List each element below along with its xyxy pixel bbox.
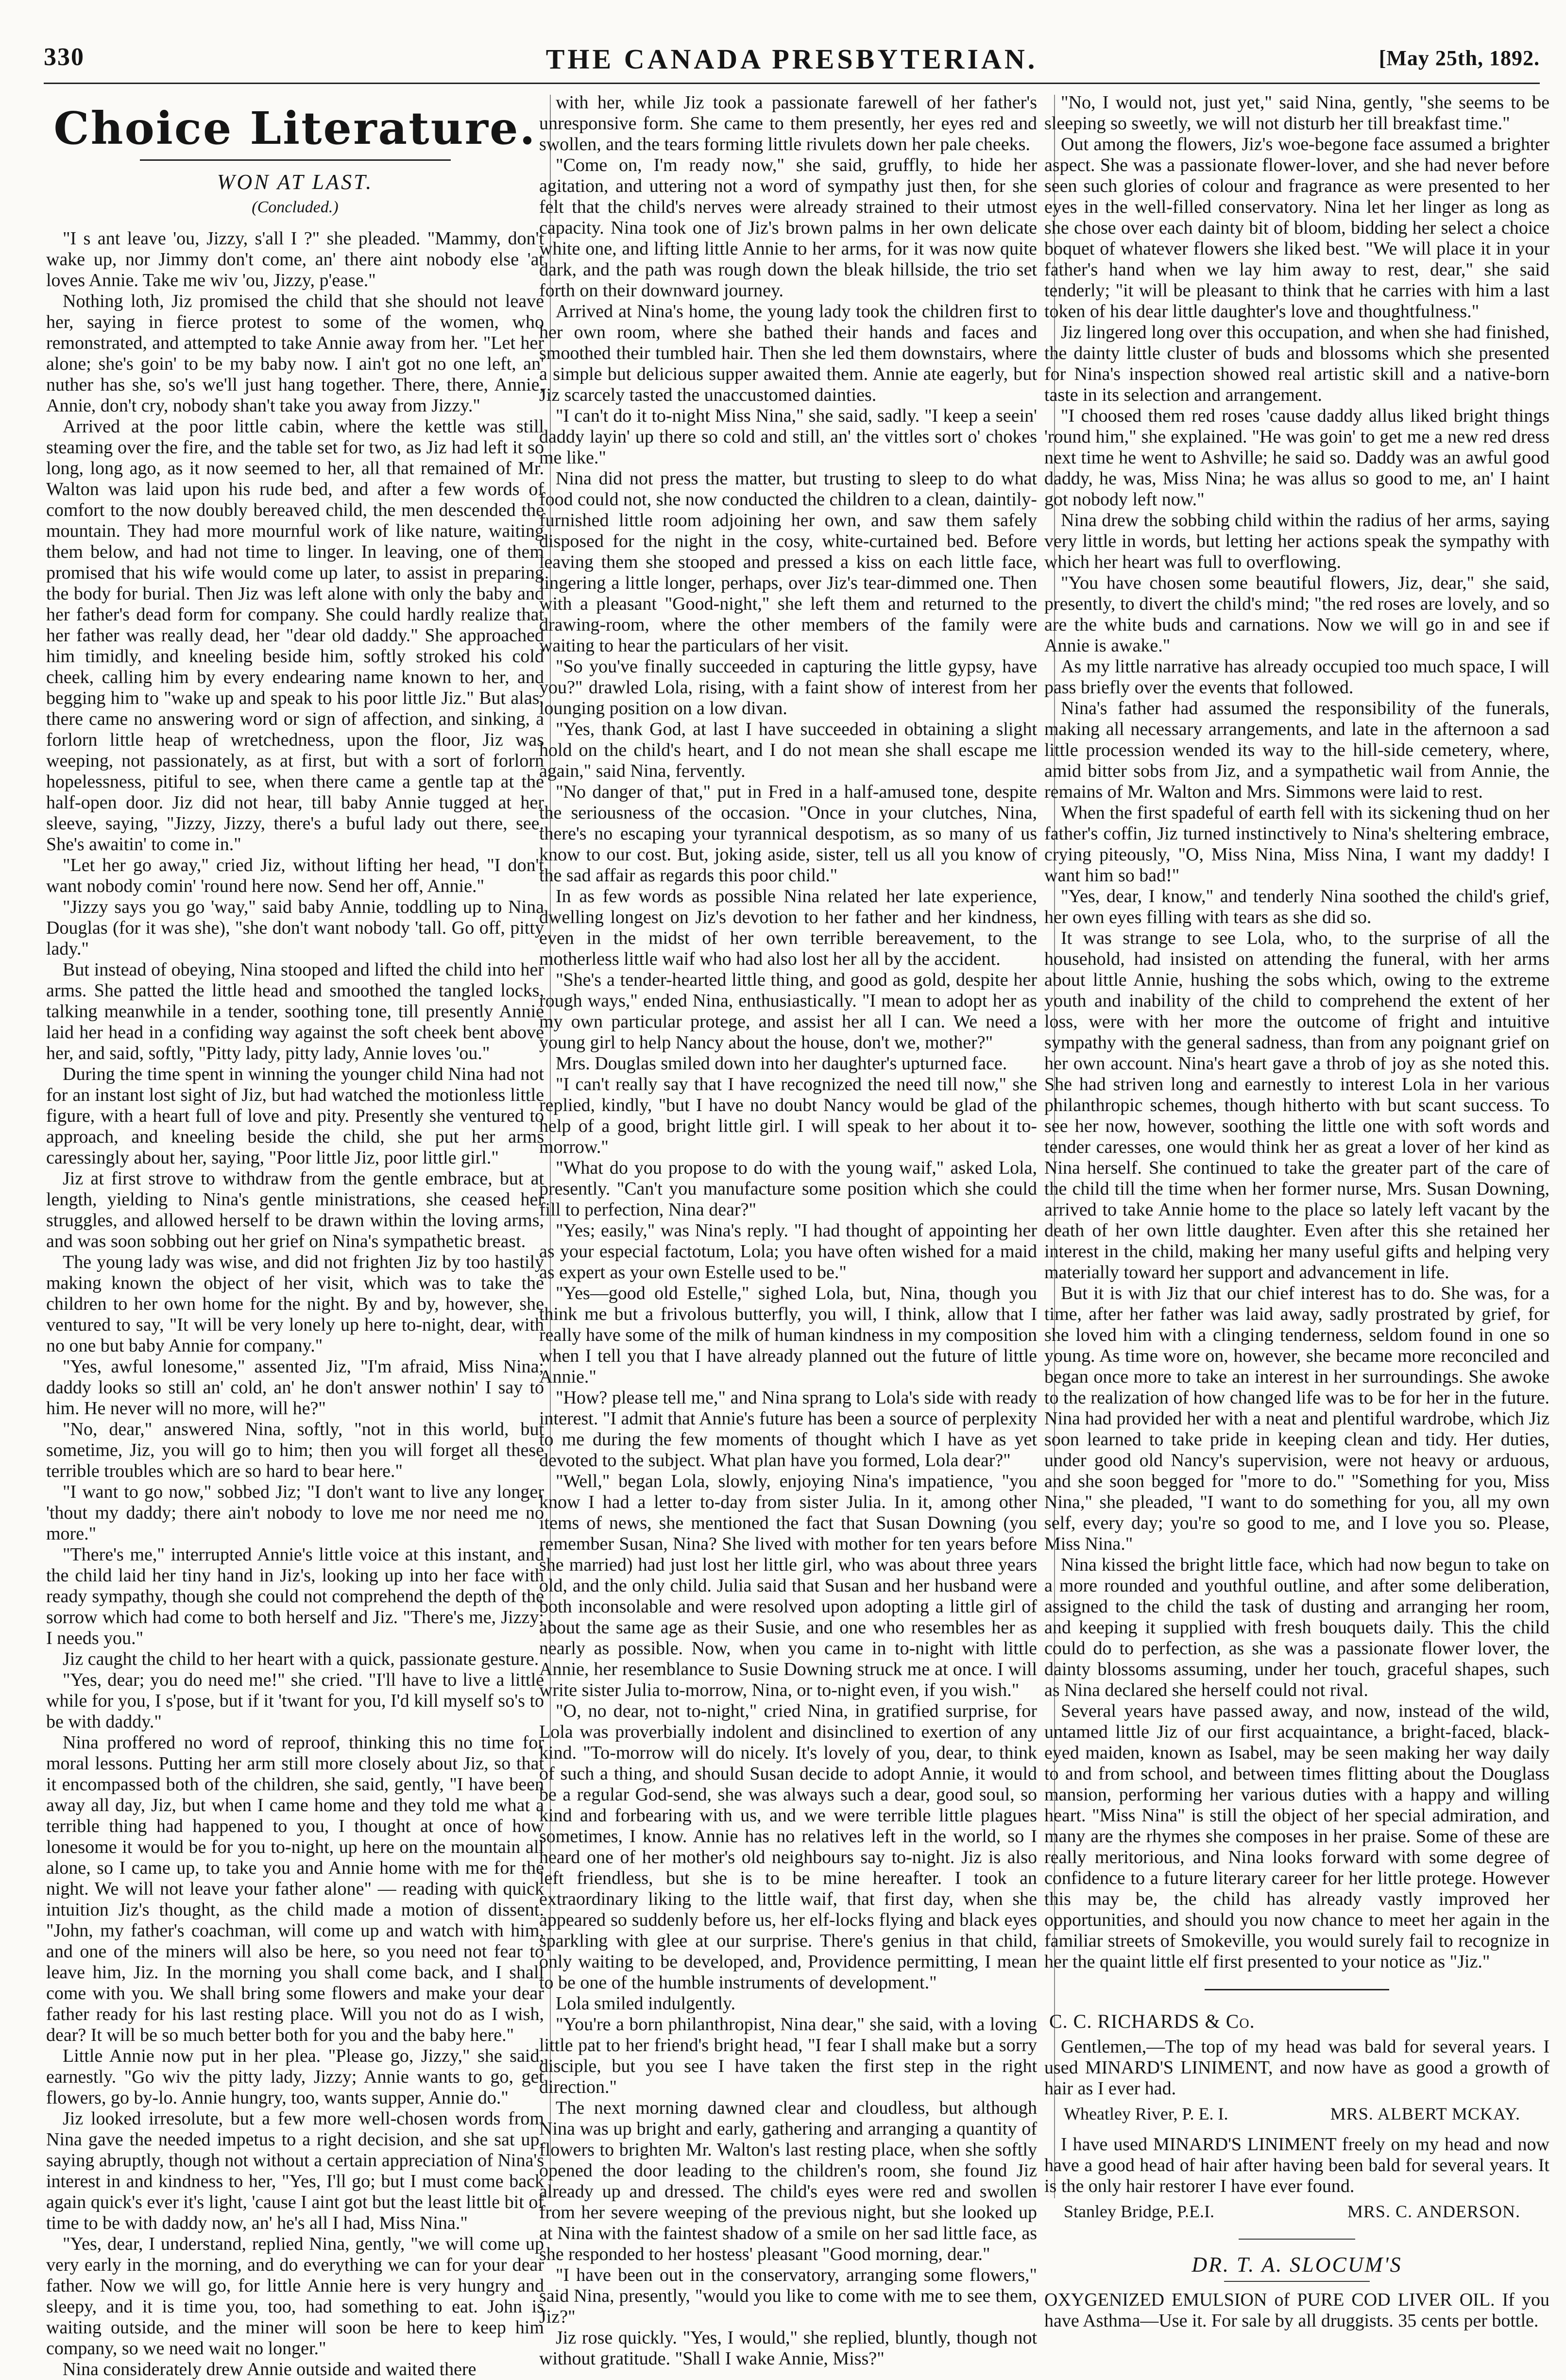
masthead-rule — [44, 83, 1540, 84]
story-paragraph: "I can't do it to-night Miss Nina," she said, sadly. "I keep a seein' daddy layin' up there so cold and still, an' the vittles sort o' chokes me like." — [539, 406, 1037, 468]
story-paragraph: As my little narrative has already occupied too much space, I will pass briefly over the events that followed. — [1044, 656, 1549, 698]
story-paragraph: Nina did not press the matter, but trusting to sleep to do what food could not, she now conducted the children to a clean, daintily-furnished little room adjoining her own, and saw them safely disposed for the night in the cosy, white-curtained bed. Before leaving them she stooped and pressed a kiss on each little face, lingering a little longer, perhaps, over Jiz's tear-dimmed one. Then with a pleasant "Good-night," she left them and returned to the drawing-room, where the other members of the family were waiting to hear the particulars of her visit. — [539, 468, 1037, 656]
story-paragraph: "Yes; easily," was Nina's reply. "I had thought of appointing her as your especial factotum, Lola; you have often wished for a maid as expert as your own Estelle used to be." — [539, 1220, 1037, 1283]
story-paragraph: Jiz lingered long over this occupation, and when she had finished, the dainty little cluster of buds and blossoms which she presented for Nina's inspection showed real artistic skill and a native-born taste in its selection and arrangement. — [1044, 322, 1549, 405]
story-paragraph: Jiz caught the child to her heart with a quick, passionate gesture. — [63, 1649, 539, 1669]
story-title: WON AT LAST. — [217, 170, 374, 194]
ad-firm-name: C. C. RICHARDS & Co. — [1049, 2010, 1255, 2032]
signature-name: MRS. ALBERT MCKAY. — [1330, 2104, 1520, 2123]
story-continued-note: (Concluded.) — [252, 198, 339, 216]
story-paragraph: Nina drew the sobbing child within the radius of her arms, saying very little in words, but letting her actions speak the sympathy with which her heart was full to overflowing. — [1044, 510, 1549, 572]
issue-date: [May 25th, 1892. — [1379, 46, 1540, 70]
story-paragraph: "Well," began Lola, slowly, enjoying Nina's impatience, "you know I had a letter to-day from sister Julia. In it, among other items of news, she mentioned the fact that Susan Downing (you remember Susan, Nina? She lived with mother for ten years before she married) had just lost her little girl, who was about three years old, and the only child. Julia said that Susan and her husband were both inconsolable and were resolved upon adopting a little girl of about the same age as their Susie, and one who resembles her as nearly as possible. Now, when you came in to-night with little Annie, her resemblance to Susie Downing struck me at once. I will write sister Julia to-morrow, Nina, or to-night even, if you wish." — [539, 1471, 1037, 1700]
signature-name: MRS. C. ANDERSON. — [1347, 2202, 1520, 2221]
story-paragraph: "O, no dear, not to-night," cried Nina, in gratified surprise, for Lola was proverbially indolent and disinclined to exertion of any kind. "To-morrow will do nicely. It's lovely of you, dear, to think of such a thing, and should Susan decide to adopt Annie, it would be a regular God-send, she was always such a dear, good soul, so kind and forbearing with us, and we were terrible little plagues sometimes, I know. Annie has no relatives left in the world, so I heard one of her mother's old neighbours say to-night. Jiz is also left friendless, but she is to be mine hereafter. I took an extraordinary liking to the little waif, that first day, when she appeared so suddenly before us, her elf-locks flying and black eyes sparkling with glee at our surprise. There's genius in that child, only waiting to be developed, and, Providence permitting, I mean to be one of the humble instruments of development." — [539, 1701, 1037, 1993]
story-paragraph: The young lady was wise, and did not frighten Jiz by too hastily making known the object of her visit, which was to take the children to her own home for the night. By and by, however, she ventured to say, "It will be very lonely up here to-night, dear, with no one but baby Annie for company." — [46, 1252, 544, 1356]
story-paragraph: But it is with Jiz that our chief interest has to do. She was, for a time, after her father was laid away, sadly prostrated by grief, for she loved him with a clinging tenderness, seldom found in one so young. As time wore on, however, she became more reconciled and began once more to take an interest in her surroundings. She awoke to the realization of how changed life was to be for her in the future. Nina had provided her with a neat and plentiful wardrobe, which Jiz soon learned to take pride in keeping clean and tidy. Her duties, under good old Nancy's supervision, were not heavy or arduous, and she soon begged for "more to do." "Something for you, Miss Nina," she pleaded, "I want to do something for you, all my own self, every day; you're so good to me, and I love you so. Please, Miss Nina." — [1044, 1283, 1549, 1554]
column-2 — [539, 92, 1037, 2369]
story-paragraph: Nina considerately drew Annie outside and waited there — [63, 2359, 477, 2380]
paper-title: THE CANADA PRESBYTERIAN. — [545, 43, 1038, 75]
story-paragraph: "You're a born philanthropist, Nina dear," she said, with a loving little pat to her friend's bright head, "I fear I shall make but a sorry disciple, but you see I have taken the first step in the right direction." — [539, 2014, 1037, 2097]
story-paragraph: "I s ant leave 'ou, Jizzy, s'all I ?" she pleaded. "Mammy, don't wake up, nor Jimmy don't come, an' there aint nobody else 'at loves Annie. Take me wiv 'ou, Jizzy, p'ease." — [46, 228, 544, 291]
ad-heading-rule — [1224, 2281, 1370, 2282]
story-paragraph: Jiz looked irresolute, but a few more well-chosen words from Nina gave the needed impetus to a right decision, and she sat up, saying abruptly, though not without a certain appreciation of Nina's interest in and kindness to her, "Yes, I'll go; but I must come back again quick's ever it's light, 'cause I aint got but the least little bit of time to be with daddy now, an' he's all I had, Miss Nina." — [46, 2108, 544, 2233]
story-paragraph: "There's me," interrupted Annie's little voice at this instant, and the child laid her tiny hand in Jiz's, looking up into her face with ready sympathy, though she could not comprehend the depth of the sorrow which had come to both herself and Jiz. "There's me, Jizzy; I needs you." — [46, 1544, 544, 1648]
signature-place: Stanley Bridge, P.E.I. — [1064, 2202, 1214, 2221]
story-paragraph: "Yes, dear, I understand, replied Nina, gently, "we will come up very early in the morning, and do everything we can for your dear father. Now we will go, for little Annie here is very hungry and sleepy, and it is time you, too, had something to eat. John is waiting outside, and the miner will soon be here to keep him company, so we need wait no longer." — [46, 2234, 544, 2359]
story-paragraph: Jiz at first strove to withdraw from the gentle embrace, but at length, yielding to Nina's gentle ministrations, she ceased her struggles, and allowed herself to be drawn within the loving arms, and was soon sobbing out her grief on Nina's sympathetic breast. — [46, 1168, 544, 1251]
story-paragraph: During the time spent in winning the younger child Nina had not for an instant lost sight of Jiz, but had watched the motionless little figure, with a heart full of love and pity. Presently she ventured to approach, and kneeling beside the child, she put her arms caressingly about her, saying, "Poor little Jiz, poor little girl." — [46, 1064, 544, 1168]
story-paragraph: "Come on, I'm ready now," she said, gruffly, to hide her agitation, and uttering not a word of sympathy just then, for she felt that the child's nerves were already strained to their utmost capacity. Nina took one of Jiz's brown palms in her own delicate white one, and lifting little Annie to her arms, for it was now quite dark, and the path was rough down the bleak hillside, the trio set forth on their downward journey. — [539, 155, 1037, 301]
story-paragraph: In as few words as possible Nina related her late experience, dwelling longest on Jiz's devotion to her father and her kindness, even in the midst of her own terrible bereavement, to the motherless little waif who had also lost her all by the accident. — [539, 886, 1037, 969]
story-paragraph: "I can't really say that I have recognized the need till now," she replied, kindly, "but I have no doubt Nancy would be glad of the help of a good, bright little girl. I will speak to her about it to-morrow." — [539, 1074, 1037, 1157]
story-paragraph: "Yes, thank God, at last I have succeeded in obtaining a slight hold on the child's heart, and I do not mean she shall escape me again," said Nina, fervently. — [539, 719, 1037, 781]
story-paragraph: "I have been out in the conservatory, arranging some flowers," said Nina, presently, "would you like to come with me to see them, Jiz?" — [539, 2265, 1037, 2327]
testimonial-signature — [1064, 2103, 1549, 2124]
page-number: 330 — [44, 43, 85, 71]
story-paragraph: "I choosed them red roses 'cause daddy allus liked bright things 'round him," she explained. "He was goin' to get me a new red dress next time he went to Ashville; he said so. Daddy was an awful good daddy, he was, Miss Nina; he was allus so good to me, an' I haint got nobody left now." — [1044, 406, 1549, 510]
story-paragraph: with her, while Jiz took a passionate farewell of her father's unresponsive form. She came to them presently, her eyes red and swollen, and the tears forming little rivulets down her pale cheeks. — [539, 92, 1037, 154]
story-paragraph: "No, dear," answered Nina, softly, "not in this world, but sometime, Jiz, you will go to him; then you will forget all these terrible troubles which are so hard to bear here." — [46, 1419, 544, 1481]
column-1-body — [46, 228, 544, 2380]
section-heading: Choice Literature. — [53, 102, 537, 154]
slocum-emulsion-ad — [1044, 2252, 1549, 2331]
story-paragraph: Mrs. Douglas smiled down into her daughter's upturned face. — [556, 1053, 1007, 1074]
section-heading-rule — [140, 159, 451, 161]
column-3-body — [1044, 92, 1549, 1972]
story-paragraph: Lola smiled indulgently. — [556, 1993, 736, 2014]
signature-place: Wheatley River, P. E. I. — [1064, 2104, 1228, 2123]
testimonial-signature — [1064, 2201, 1549, 2222]
story-paragraph: Several years have passed away, and now, instead of the wild, untamed little Jiz of our first acquaintance, a bright-faced, black-eyed maiden, known as Isabel, may be seen making her way daily to and from school, and between times flitting about the Douglass mansion, performing her various duties with a happy and willing heart. "Miss Nina" is still the object of her special admiration, and many are the rhymes she composes in her praise. Some of these are really meritorious, and Nina looks forward with some degree of confidence to a future literary career for her little protege. However this may be, the child has already vastly improved her opportunities, and should you now chance to meet her again in the familiar streets of Smokeville, you would surely fail to recognize in her the quaint little elf first presented to your notice as "Jiz." — [1044, 1701, 1549, 1972]
ad-testimonial — [1044, 2037, 1549, 2099]
minards-liniment-ad — [1044, 2010, 1549, 2222]
story-paragraph: Nothing loth, Jiz promised the child that she should not leave her, saying in fierce protest to some of the women, who remonstrated, and attempted to take Annie away from her. "Let her alone; she's goin' to be my baby now. I ain't got no one left, an' nuther has she, so's we'll just hang together. There, there, Annie, Annie, don't cry, nobody shan't take you away from Jizzy." — [46, 291, 544, 416]
story-paragraph: "She's a tender-hearted little thing, and good as gold, despite her rough ways," ended Nina, enthusiastically. "I mean to adopt her as my own particular protege, and assist her all I can. We need a young girl to help Nancy about the house, don't we, mother?" — [539, 970, 1037, 1053]
story-paragraph: "How? please tell me," and Nina sprang to Lola's side with ready interest. "I admit that Annie's future has been a source of perplexity to me during the few moments of thought which I have as yet devoted to the subject. What plan have you formed, Lola dear?" — [539, 1387, 1037, 1471]
testimonial-text: I have used MINARD'S LINIMENT freely on my head and now have a good head of hair after having been bald for several years. It is the only hair restorer I have ever found. — [1044, 2134, 1549, 2196]
story-paragraph: When the first spadeful of earth fell with its sickening thud on her father's coffin, Jiz turned instinctively to Nina's sheltering embrace, crying piteously, "O, Miss Nina, Miss Nina, I want my daddy! I want him so bad!" — [1044, 803, 1549, 886]
ad-divider-rule — [1239, 2239, 1355, 2240]
masthead — [44, 43, 1540, 78]
column-3 — [1044, 92, 1549, 2331]
ad-body-text: OXYGENIZED EMULSION of PURE COD LIVER OIL. If you have Asthma—Use it. For sale by all druggists. 35 cents per bottle. — [1044, 2290, 1549, 2331]
story-paragraph: But instead of obeying, Nina stooped and lifted the child into her arms. She patted the little head and smoothed the tangled locks, talking meanwhile in a tender, soothing tone, till presently Annie laid her head in a confiding way against the soft cheek bent above her, and said, softly, "Pitty lady, pitty lady, Annie loves 'ou." — [46, 959, 544, 1063]
story-paragraph: Out among the flowers, Jiz's woe-begone face assumed a brighter aspect. She was a passionate flower-lover, and she had never before seen such glories of colour and fragrance as were presented to her eyes in the well-filled conservatory. Nina let her linger as long as she chose over each dainty bit of bloom, bidding her select a choice boquet of whatever flowers she liked best. "We will place it in your father's hand when we lay him away to rest, dear," she said tenderly; "it will be pleasant to think that he carries with him a last token of his dear little daughter's love and thoughtfulness." — [1044, 134, 1549, 322]
story-paragraph: Arrived at Nina's home, the young lady took the children first to her own room, where she bathed their hands and faces and smoothed their tumbled hair. Then she led them downstairs, where a simple but delicious supper awaited them. Annie ate eagerly, but Jiz scarcely tasted the unaccustomed dainties. — [539, 301, 1037, 405]
story-paragraph: "Yes—good old Estelle," sighed Lola, but, Nina, though you think me but a frivolous butterfly, you will, I think, allow that I really have some of the milk of human kindness in my composition when I tell you that I have already planned out the future of little Annie." — [539, 1283, 1037, 1387]
story-paragraph: Nina kissed the bright little face, which had now begun to take on a more rounded and youthful outline, and after some deliberation, assigned to the child the task of dusting and arranging her room, and keeping it supplied with fresh bouquets daily. This the child could do to perfection, as she was a passionate flower lover, the dainty blossoms assuming, under her touch, graceful shapes, such as Nina declared she herself could not rival. — [1044, 1555, 1549, 1700]
story-paragraph: It was strange to see Lola, who, to the surprise of all the household, had insisted on attending the funeral, with her arms about little Annie, hushing the sobs which, owing to the extreme youth and inability of the child to comprehend the extent of her loss, were with her more the outcome of fright and intuitive sympathy with the general sadness, than from any poignant grief on her own account. Nina's heart gave a throb of joy as she noted this. She had striven long and earnestly to interest Lola in her various philanthropic schemes, though hitherto with but scant success. To see her now, however, soothing the little one with soft words and tender caresses, one would think her as great a lover of her kind as Nina herself. She continued to take the greater part of the care of the child till the time when her former nurse, Mrs. Susan Downing, arrived to take Annie home to the place so lately left vacant by the death of her own little daughter. Even after this she retained her interest in the child, making her many useful gifts and helping very materially toward her support and advancement in life. — [1044, 928, 1549, 1283]
ad-heading: DR. T. A. SLOCUM'S — [1192, 2253, 1402, 2277]
story-paragraph: "Jizzy says you go 'way," said baby Annie, toddling up to Nina Douglas (for it was she), "she don't want nobody 'tall. Go off, pitty lady." — [46, 897, 544, 959]
story-paragraph: Arrived at the poor little cabin, where the kettle was still steaming over the fire, and the table set for two, as Jiz had left it so long, long ago, as it now seemed to her, all that remained of Mr. Walton was laid upon his rude bed, and after a few words of comfort to the now doubly bereaved child, the men descended the mountain. They had more mournful work of like nature, waiting them below, and had not time to linger. In leaving, one of them promised that his wife would come up later, to assist in preparing the body for burial. Then Jiz was left alone with only the baby and her father's dead form for company. She could hardly realize that her father was really dead, her "dear old daddy." She approached him timidly, and kneeling beside him, softly stroked his cold cheek, calling him by every endearing name known to her, and begging him to "wake up and speak to his poor little Jiz." But alas, there came no answering word or sign of affection, and sinking, a forlorn little heap of wretchedness, upon the floor, Jiz was weeping, not passionately, as at first, but with a sort of forlorn hopelessness, pitiful to see, when there came a gentle tap at the half-open door. Jiz did not hear, till baby Annie tugged at her sleeve, saying, "Jizzy, Jizzy, there's a buful lady out there, see. She's awaitin' to come in." — [46, 416, 544, 855]
ad-testimonial — [1044, 2134, 1549, 2197]
story-paragraph: "No, I would not, just yet," said Nina, gently, "she seems to be sleeping so sweetly, we will not disturb her till breakfast time." — [1044, 92, 1549, 134]
story-paragraph: Little Annie now put in her plea. "Please go, Jizzy," she said, earnestly. "Go wiv the pitty lady, Jizzy; Annie wants to go, get flowers, go by-lo. Annie hungry, too, wants supper, Annie do." — [46, 2046, 544, 2108]
story-paragraph: "You have chosen some beautiful flowers, Jiz, dear," she said, presently, to divert the child's mind; "the red roses are lovely, and so are the white buds and carnations. Now we will go in and see if Annie is awake." — [1044, 573, 1549, 656]
story-paragraph: "I want to go now," sobbed Jiz; "I don't want to live any longer 'thout my daddy; there ain't nobody to love me nor need me no more." — [46, 1482, 544, 1544]
story-paragraph: Nina's father had assumed the responsibility of the funerals, making all necessary arrangements, and late in the afternoon a sad little procession wended its way to the hill-side cemetery, where, amid bitter sobs from Jiz, and a sympathetic wail from Annie, the remains of Mr. Walton and Mrs. Simmons were laid to rest. — [1044, 698, 1549, 802]
column-2-body — [539, 92, 1037, 2369]
story-paragraph: Jiz rose quickly. "Yes, I would," she replied, bluntly, though not without gratitude. "Shall I wake Annie, Miss?" — [539, 2328, 1037, 2369]
story-paragraph: "So you've finally succeeded in capturing the little gypsy, have you?" drawled Lola, rising, with a faint show of interest from her lounging position on a low divan. — [539, 656, 1037, 719]
testimonial-text: Gentlemen,—The top of my head was bald for several years. I used MINARD'S LINIMENT, and now have as good a growth of hair as I ever had. — [1044, 2037, 1549, 2099]
story-paragraph: "No danger of that," put in Fred in a half-amused tone, despite the seriousness of the occasion. "Once in your clutches, Nina, there's no escaping your tyrannical despotism, as so many of us know to our cost. But, joking aside, sister, tell us all you know of the sad affair as regards this poor child." — [539, 782, 1037, 886]
story-paragraph: "Yes, dear, I know," and tenderly Nina soothed the child's grief, her own eyes filling with tears as she did so. — [1044, 886, 1549, 927]
story-paragraph: "Yes, awful lonesome," assented Jiz, "I'm afraid, Miss Nina; daddy looks so still an' cold, an' he don't answer nothin' I say to him. He never will no more, will he?" — [46, 1356, 544, 1419]
column-1 — [46, 92, 544, 2380]
story-paragraph: "What do you propose to do with the young waif," asked Lola, presently. "Can't you manufacture some position which she could fill to perfection, Nina dear?" — [539, 1158, 1037, 1220]
story-paragraph: "Yes, dear; you do need me!" she cried. "I'll have to live a little while for you, I s'pose, but if it 'twant for you, I'd kill myself so's to be with daddy." — [46, 1670, 544, 1732]
story-paragraph: The next morning dawned clear and cloudless, but although Nina was up bright and early, gathering and arranging a quantity of flowers to brighten Mr. Walton's last resting place, when she softly opened the door leading to the children's room, she found Jiz already up and dressed. The child's eyes were red and swollen from her severe weeping of the previous night, but she looked up at Nina with the faintest shadow of a smile on her sad little face, as she responded to her hostess' pleasant "Good morning, dear." — [539, 2098, 1037, 2264]
story-end-rule — [1205, 1989, 1389, 1990]
story-paragraph: Nina proffered no word of reproof, thinking this no time for moral lessons. Putting her arm still more closely about Jiz, so that it encompassed both of the children, she said, gently, "I have been away all day, Jiz, but when I came home and they told me what a terrible thing had happened to you, I thought at once of how lonesome it would be for you to-night, up here on the mountain all alone, so I came up, to take you and Annie home with me for the night. We will not leave your father alone" — reading with quick intuition Jiz's thought, as the child made a motion of dissent. "John, my father's coachman, will come up and watch with him, and one of the miners will also be here, so you need not fear to leave him, Jiz. In the morning you shall come back, and I shall come with you. We shall bring some flowers and make your dear father ready for his last resting place. Will you not do as I wish, dear? It will be so much better both for you and the baby here." — [46, 1732, 544, 2045]
story-paragraph: "Let her go away," cried Jiz, without lifting her head, "I don't want nobody comin' 'round here now. Send her off, Annie." — [46, 855, 544, 896]
